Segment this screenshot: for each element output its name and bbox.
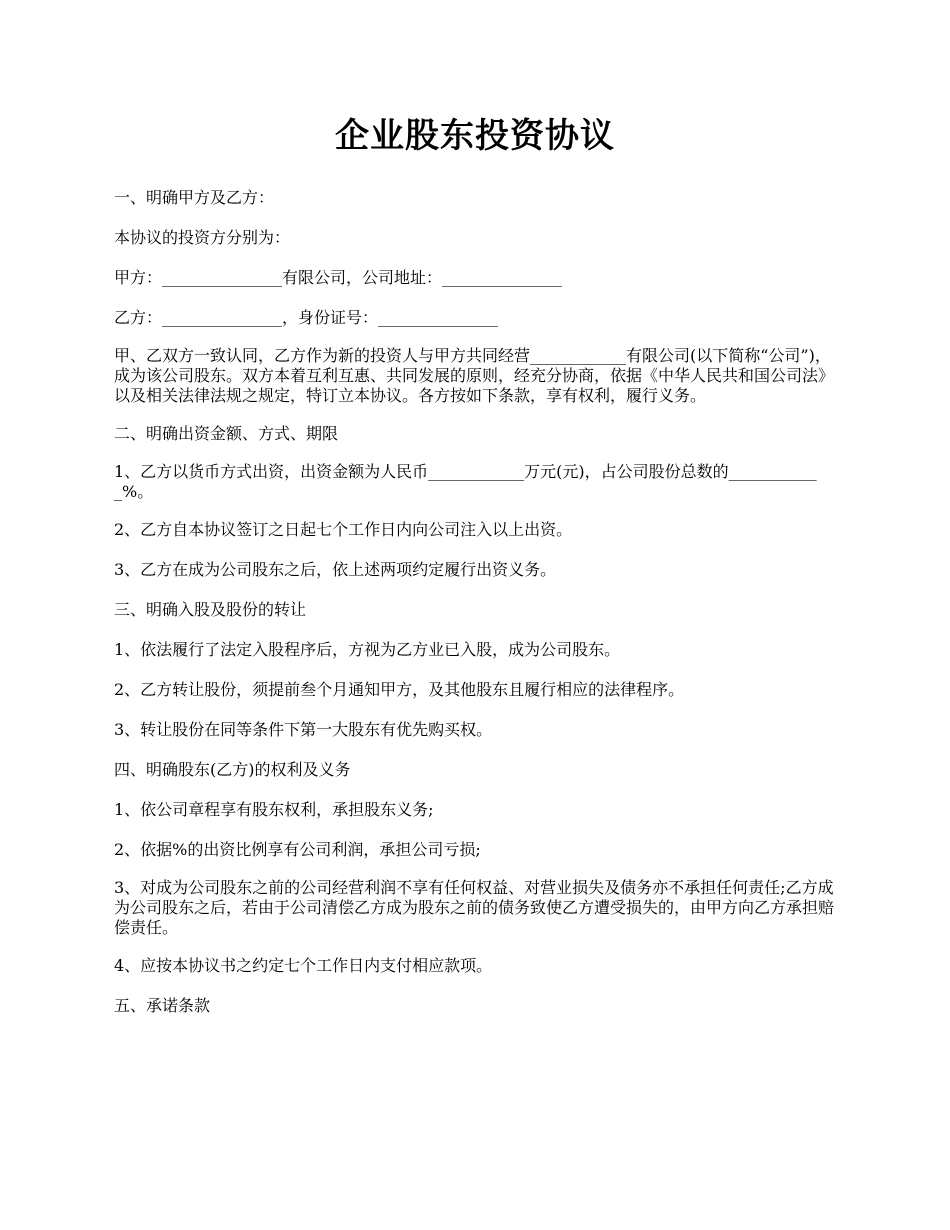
clause-3-1: 1、依法履行了法定入股程序后，方视为乙方业已入股，成为公司股东。 [114,640,621,659]
clause-2-1: 1、乙方以货币方式出资，出资金额为人民币____________万元(元)，占公司股份总数的____________%。 [114,462,817,501]
section-heading-4: 四、明确股东(乙方)的权利及义务 [114,760,351,779]
clause-3-2: 2、乙方转让股份，须提前叁个月通知甲方，及其他股东且履行相应的法律程序。 [114,680,685,699]
clause-2-2: 2、乙方自本协议签订之日起七个工作日内向公司注入以上出资。 [114,520,573,539]
clause-3-3: 3、转让股份在同等条件下第一大股东有优先购买权。 [114,720,493,739]
clause-4-3: 3、对成为公司股东之前的公司经营利润不享有任何权益、对营业损失及债务亦不承担任何责任;乙方成为公司股东之后，若由于公司清偿乙方成为股东之前的债务致使乙方遭受损失的，由甲方向乙方承担赔偿责任。 [114,878,835,937]
clause-2-3: 3、乙方在成为公司股东之后，依上述两项约定履行出资义务。 [114,560,557,579]
party-b-line: 乙方：_______________，身份证号：_______________ [114,308,499,327]
clause-4-1: 1、依公司章程享有股东权利，承担股东义务; [114,800,434,819]
document-title: 企业股东投资协议 [335,116,615,156]
agreement-preamble: 甲、乙双方一致认同，乙方作为新的投资人与甲方共同经营____________有限公司(以下简称“公司”)，成为该公司股东。双方本着互利互惠、共同发展的原则，经充分协商，依据《中华人民共和国公司法》以及相关法律法规之规定，特订立本协议。各方按如下条款，享有权利，履行义务。 [114,346,835,405]
section-heading-5: 五、承诺条款 [114,996,211,1015]
clause-4-2: 2、依据%的出资比例享有公司利润，承担公司亏损; [114,840,481,859]
party-a-line: 甲方：_______________有限公司，公司地址：_______________ [114,268,563,287]
intro-paragraph: 本协议的投资方分别为： [114,228,291,247]
section-heading-3: 三、明确入股及股份的转让 [114,600,307,619]
clause-4-4: 4、应按本协议书之约定七个工作日内支付相应款项。 [114,956,493,975]
document-page [114,112,836,1034]
section-heading-2: 二、明确出资金额、方式、期限 [114,424,339,443]
section-heading-1: 一、明确甲方及乙方： [114,188,275,207]
